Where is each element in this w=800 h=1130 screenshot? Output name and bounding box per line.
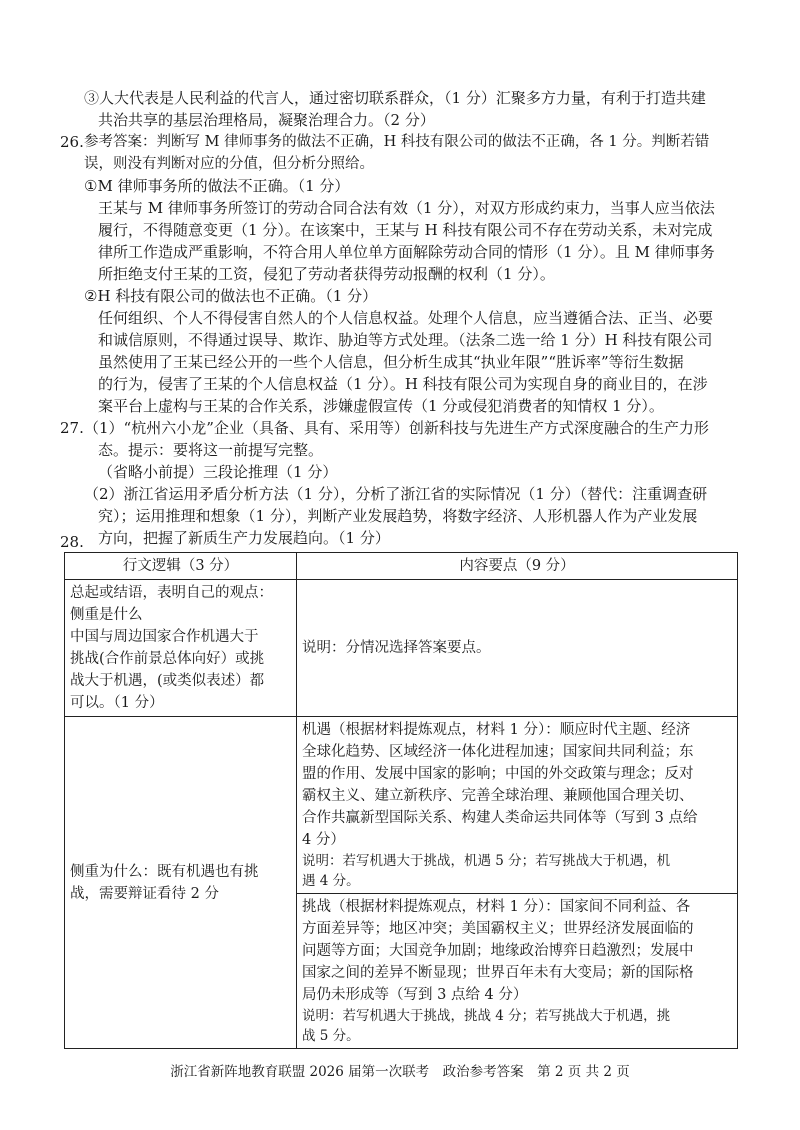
- q27-part1-line3: （省略小前提）三段论推理（1 分）: [98, 463, 338, 481]
- row1-content-cell: [297, 580, 738, 717]
- q26-number: 26.: [60, 133, 84, 151]
- cell-line: 问题等方面；大国竞争加剧；地缘政治博弈日趋激烈；发展中: [302, 943, 694, 959]
- table-row: [65, 580, 738, 717]
- q27-part1-line1: （1）“杭州六小龙”企业（具备、具有、采用等）创新科技与先进生产方式深度融合的生产力形: [84, 419, 709, 437]
- q26-point2-line5: 案平台上虚构与王某的合作关系，涉嫌虚假宣传（1 分或侵犯消费者的知情权 1 分）。: [98, 397, 664, 415]
- q28-number: 28.: [60, 533, 84, 551]
- cell-note-line: 战 5 分。: [302, 1028, 360, 1044]
- cell-line: 可以。（1 分）: [70, 695, 164, 711]
- cell-line: 战大于机遇，(或类似表述）都: [70, 673, 265, 689]
- q26-point2-line2: 和诚信原则，不得通过误导、欺诈、胁迫等方式处理。（法条二选一给 1 分）H 科技有限公司: [98, 331, 713, 349]
- cell-line: 霸权主义、建立新秩序、完善全球治理、兼顾他国合理关切、: [302, 788, 694, 804]
- q26-header-line2: 误，则没有判断对应的分值，但分析分照给。: [84, 156, 374, 172]
- q25-point3-line1: ③人大代表是人民利益的代言人，通过密切联系群众，（1 分）汇聚多方力量，有利于打造共建: [84, 89, 706, 107]
- q26-point2-line1: 任何组织、个人不得侵害自然人的个人信息权益。处理个人信息，应当遵循合法、正当、必要: [98, 309, 714, 327]
- cell-line: 说明：分情况选择答案要点。: [302, 640, 491, 656]
- q26-header-line1: 参考答案：判断写 M 律师事务的做法不正确，H 科技有限公司的做法不正确，各 1 分。判断若错: [84, 134, 710, 150]
- cell-note-line: 遇 4 分。: [302, 873, 360, 889]
- cell-line: 4 分）: [302, 832, 345, 848]
- q27-part1-line2: 态。提示：要将这一前提写完整。: [98, 441, 324, 459]
- cell-line: 局仍未形成等（写到 3 点给 4 分）: [302, 987, 528, 1003]
- cell-note-line: 说明：若写机遇大于挑战，挑战 4 分；若写挑战大于机遇，挑: [302, 1008, 671, 1024]
- challenge-cell: [297, 894, 738, 1049]
- row1-logic-cell: [65, 580, 297, 717]
- q26-point2-title: ②H 科技有限公司的做法也不正确。（1 分）: [84, 287, 378, 305]
- cell-line: 合作共赢新型国际关系、构建人类命运共同体等（写到 3 点给: [302, 810, 698, 826]
- opportunity-cell: [297, 717, 738, 894]
- q26-point2-line3: 虽然使用了王某已经公开的一些个人信息，但分析生成其“执业年限”“胜诉率”等衍生数据: [98, 353, 684, 371]
- cell-note-line: 说明：若写机遇大于挑战，机遇 5 分；若写挑战大于机遇，机: [302, 853, 671, 869]
- cell-line: 中国与周边国家合作机遇大于: [70, 629, 259, 645]
- header-content: 内容要点（9 分）: [297, 553, 738, 580]
- cell-line: 总起或结语，表明自己的观点：: [70, 585, 273, 601]
- cell-line: 侧重是什么: [70, 607, 143, 623]
- cell-line: 方面差异等；地区冲突；美国霸权主义；世界经济发展面临的: [302, 921, 694, 937]
- cell-line: 国家之间的差异不断显现；世界百年未有大变局；新的国际格: [302, 965, 694, 981]
- q27-number: 27.: [60, 419, 84, 437]
- q26-point2-line4: 的行为，侵害了王某的个人信息权益（1 分）。H 科技有限公司为实现自身的商业目的，在涉: [98, 375, 708, 393]
- table-row: [65, 717, 738, 894]
- q26-point1-line1: 王某与 M 律师事务所签订的劳动合同合法有效（1 分），对双方形成约束力，当事人应当依法: [98, 199, 715, 217]
- q26-point1-line3: 律所工作造成严重影响，不符合用人单位单方面解除劳动合同的情形（1 分）。且 M 律师事务: [98, 243, 715, 261]
- cell-line: 挑战（根据材料提炼观点，材料 1 分）：国家间不同利益、各: [302, 899, 691, 915]
- cell-line: 挑战(合作前景总体向好）或挑: [70, 651, 265, 667]
- cell-line: 战，需要辩证看待 2 分: [70, 885, 219, 902]
- q25-point3-line2: 共治共享的基层治理格局，凝聚治理合力。（2 分）: [98, 111, 435, 129]
- row2-logic-cell: [65, 717, 297, 1049]
- cell-line: 盟的作用、发展中国家的影响；中国的外交政策与理念；反对: [302, 766, 694, 782]
- q27-part2-line2: 究）；运用推理和想象（1 分），判断产业发展趋势，将数字经济、人形机器人作为产业发展: [98, 507, 698, 525]
- q26-point1-line2: 履行，不得随意变更（1 分）。在该案中，王某与 H 科技有限公司不存在劳动关系，未对完成: [98, 221, 713, 239]
- cell-line: 侧重为什么：既有机遇也有挑: [70, 863, 259, 880]
- q26-point1-title: ①M 律师事务所的做法不正确。（1 分）: [84, 177, 350, 195]
- table-header-row: [65, 553, 738, 580]
- q28-scoring-table: [64, 552, 738, 1049]
- cell-line: 全球化趋势、区域经济一体化进程加速；国家间共同利益；东: [302, 744, 694, 760]
- cell-line: 机遇（根据材料提炼观点，材料 1 分）：顺应时代主题、经济: [302, 722, 691, 738]
- q26-point1-line4: 所拒绝支付王某的工资，侵犯了劳动者获得劳动报酬的权利（1 分）。: [98, 265, 555, 283]
- header-logic: 行文逻辑（3 分）: [65, 553, 297, 580]
- q27-part2-line1: （2）浙江省运用矛盾分析方法（1 分），分析了浙江省的实际情况（1 分）（替代：注重调查研: [84, 485, 708, 503]
- q27-part2-line3: 方向，把握了新质生产力发展趋向。（1 分）: [98, 529, 390, 547]
- page-footer: 浙江省新阵地教育联盟 2026 届第一次联考 政治参考答案 第 2 页 共 2 页: [170, 1064, 630, 1080]
